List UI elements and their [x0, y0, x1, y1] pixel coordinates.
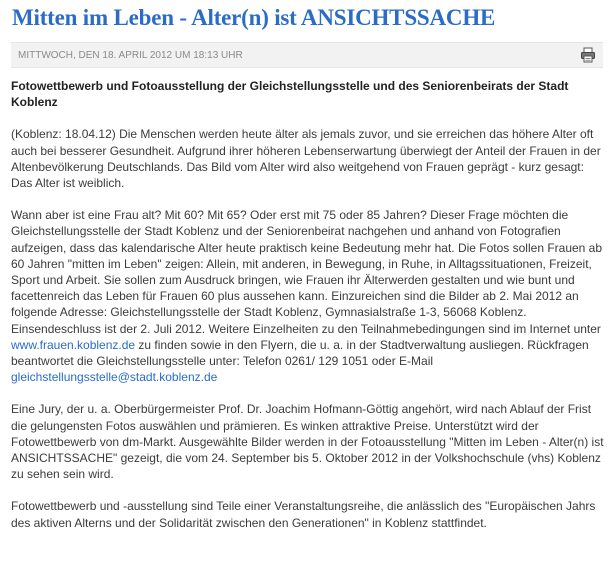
frauen-koblenz-link[interactable]: www.frauen.koblenz.de: [11, 337, 136, 352]
paragraph-4: Fotowettbewerb und -ausstellung sind Teile einer Veranstaltungsreihe, die anlässlich des "Europäischen Jahrs des aktiven Alterns und der Solidarität zwischen den Generationen" in Koblenz stattfindet.: [11, 499, 596, 530]
article-date: MITTWOCH, DEN 18. APRIL 2012 UM 18:13 UHR: [18, 50, 243, 61]
article-title: Mitten im Leben - Alter(n) ist ANSICHTSSACHE: [12, 5, 496, 30]
paragraph-2-after-link: zu finden sowie in den Flyern, die u. a. in der Stadtverwaltung ausliegen. Rückfragen beantwortet die Gleichstellungsstelle unter: Telefon 0261/ 129 1051 oder E-Mail: [11, 337, 589, 369]
article-meta-bar: [11, 42, 603, 68]
article-body: [11, 78, 608, 547]
paragraph-2: [11, 207, 608, 385]
paragraph-1: (Koblenz: 18.04.12) Die Menschen werden heute älter als jemals zuvor, und sie erreichen das höhere Alter oft auch bei besserer Gesundheit. Aufgrund ihrer höheren Lebenserwartung überwiegt der Anteil der Frauen in der Altenbevölkerung Deutschlands. Das Bild vom Alter wird also weitgehend von Frauen geprägt - kurz gesagt: Das Alter ist weiblich.: [11, 127, 601, 191]
email-link[interactable]: gleichstellungsstelle@stadt.koblenz.de: [11, 370, 218, 385]
paragraph-3: Eine Jury, der u. a. Oberbürgermeister Prof. Dr. Joachim Hofmann-Göttig angehört, wird nach Ablauf der Frist die gelungensten Fotos auswählen und prämieren. Es winken attraktive Preise. Unterstützt wird der Fotowettbewerb von dm-Markt. Ausgewählte Bilder werden in der Fotoausstellung "Mitten im Leben - Alter(n) ist ANSICHTSSACHE" gezeigt, die vom 24. September bis 5. Oktober 2012 in der Volkshochschule (vhs) Koblenz zu sehen sein wird.: [11, 402, 604, 482]
article-lead: Fotowettbewerb und Fotoausstellung der Gleichstellungsstelle und des Seniorenbeirats der Stadt Koblenz: [11, 79, 569, 110]
printer-icon[interactable]: [580, 47, 596, 63]
paragraph-2-text: Wann aber ist eine Frau alt? Mit 60? Mit 65? Oder erst mit 75 oder 85 Jahren? Dieser Frage möchten die Gleichstellungsstelle der Stadt Koblenz und der Seniorenbeirat nachgehen und anhand von Fotografien aufzeigen, dass das kalendarische Alter heute praktisch keine Bedeutung mehr hat. Die Fotos sollen Frauen ab 60 Jahren "mitten im Leben" zeigen: Allein, mit anderen, in Bewegung, in Ruhe, in Alltagssituationen, Freizeit, Sport und Arbeit. Sie sollen zum Ausdruck bringen, wie Frauen ihr Älterwerden gestalten und wie bunt und facettenreich das Leben für Frauen 60 plus aussehen kann. Einzureichen sind die Bilder ab 2. Mai 2012 an folgende Adresse: Gleichstellungsstelle der Stadt Koblenz, Gymnasialstraße 1-3, 56068 Koblenz. Einsendeschluss ist der 2. Juli 2012. Weitere Einzelheiten zu den Teilnahmebedingungen sind im Internet unter: [11, 208, 603, 336]
